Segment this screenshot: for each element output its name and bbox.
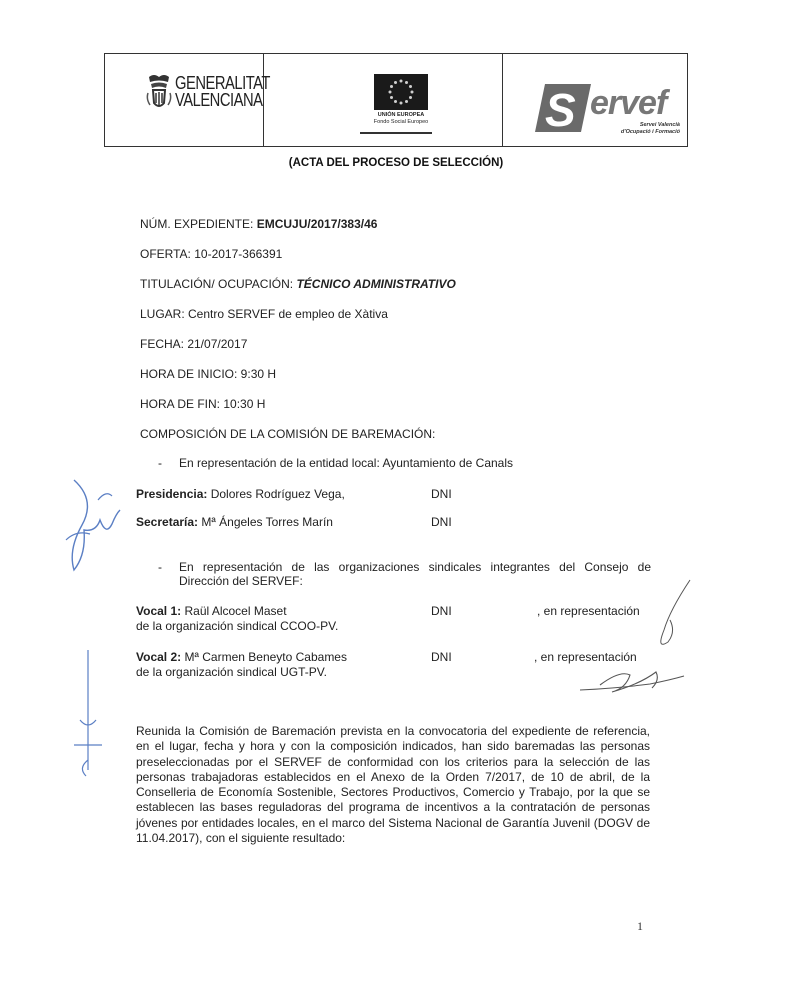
member-role: Vocal 1: xyxy=(136,604,182,618)
field-hora-fin: HORA DE FIN: 10:30 H xyxy=(140,397,266,411)
member-dni: DNI xyxy=(431,487,452,501)
member-representation: , en representación xyxy=(537,604,640,618)
expediente-value: EMCUJU/2017/383/46 xyxy=(256,217,378,231)
generalitat-crest-icon xyxy=(146,73,172,111)
member-secretaria xyxy=(136,515,333,529)
bullet-sindical: - xyxy=(158,560,162,574)
eu-flag-icon xyxy=(374,74,428,110)
field-expediente xyxy=(140,217,377,231)
titulacion-label: TITULACIÓN/ OCUPACIÓN: xyxy=(140,277,297,291)
page-number: 1 xyxy=(637,919,643,933)
eu-caption-line-1: UNIÓN EUROPEA xyxy=(377,112,425,118)
servef-subtitle-line-1: Servei Valencià xyxy=(639,122,680,128)
member-presidencia xyxy=(136,487,345,501)
signature-left-top xyxy=(56,470,136,580)
field-fecha: FECHA: 21/07/2017 xyxy=(140,337,248,351)
member-name: Raül Alcocel Maset xyxy=(181,604,287,618)
member-vocal-2 xyxy=(136,650,347,664)
member-dni: DNI xyxy=(431,604,452,618)
signature-left-bottom xyxy=(68,650,108,780)
member-organization: de la organización sindical UGT-PV. xyxy=(136,665,327,679)
signature-right xyxy=(560,580,700,710)
member-organization: de la organización sindical CCOO-PV. xyxy=(136,619,339,633)
member-name: Dolores Rodríguez Vega, xyxy=(207,487,345,501)
eu-divider xyxy=(360,132,432,134)
section-sindical-text: En representación de las organizaciones sindicales integrantes del Consejo de Dirección del SERVEF: xyxy=(179,560,651,588)
servef-subtitle xyxy=(588,122,680,135)
generalitat-line-1: GENERALITAT xyxy=(175,73,270,93)
field-oferta: OFERTA: 10-2017-366391 xyxy=(140,247,283,261)
titulacion-value: TÉCNICO ADMINISTRATIVO xyxy=(296,277,456,291)
bullet-local: - xyxy=(158,456,162,470)
field-titulacion xyxy=(140,277,456,291)
body-paragraph: Reunida la Comisión de Baremación prevista en la convocatoria del expediente de referencia, en el lugar, fecha y hora y con la composición indicados, han sido baremadas las personas preseleccionadas por el SERVEF de conformidad con los criterios para la selección de las personas trabajadoras establecidos en el Anexo de la Orden 7/2017, de 10 de abril, de la Conselleria de Economía Sostenible, Sectores Productivos, Comercio y Trabajo, por la que se establecen las bases reguladoras del programa de incentivos a la contratación de personas jóvenes por entidades locales, en el marco del Sistema Nacional de Garantía Juvenil (DOGV de 11.04.2017), con el siguiente resultado: xyxy=(136,724,650,846)
document-title: (ACTA DEL PROCESO DE SELECCIÓN) xyxy=(288,157,504,169)
member-role: Presidencia: xyxy=(136,487,208,501)
member-dni: DNI xyxy=(431,515,452,529)
field-hora-inicio: HORA DE INICIO: 9:30 H xyxy=(140,367,277,381)
section-local-text: En representación de la entidad local: Ayuntamiento de Canals xyxy=(179,456,514,470)
servef-subtitle-line-2: d'Ocupació i Formació xyxy=(620,128,680,135)
field-composicion: COMPOSICIÓN DE LA COMISIÓN DE BAREMACIÓN: xyxy=(140,427,436,441)
member-role: Vocal 2: xyxy=(136,650,182,664)
member-representation: , en representación xyxy=(534,650,637,664)
generalitat-logo xyxy=(146,73,291,111)
generalitat-line-2: VALENCIANA xyxy=(175,90,263,110)
member-dni: DNI xyxy=(431,650,452,664)
expediente-label: NÚM. EXPEDIENTE: xyxy=(140,217,257,231)
member-role: Secretaría: xyxy=(136,515,199,529)
servef-logo-letter: S xyxy=(545,84,576,134)
servef-logo-icon xyxy=(535,82,591,139)
servef-logo-word: ervef xyxy=(590,84,667,122)
member-vocal-1 xyxy=(136,604,287,618)
eu-caption-line-2: Fondo Social Europeo xyxy=(373,119,429,125)
eu-caption xyxy=(340,112,462,126)
field-lugar: LUGAR: Centro SERVEF de empleo de Xàtiva xyxy=(140,307,388,321)
member-name: Mª Ángeles Torres Marín xyxy=(198,515,333,529)
member-name: Mª Carmen Beneyto Cabames xyxy=(181,650,347,664)
